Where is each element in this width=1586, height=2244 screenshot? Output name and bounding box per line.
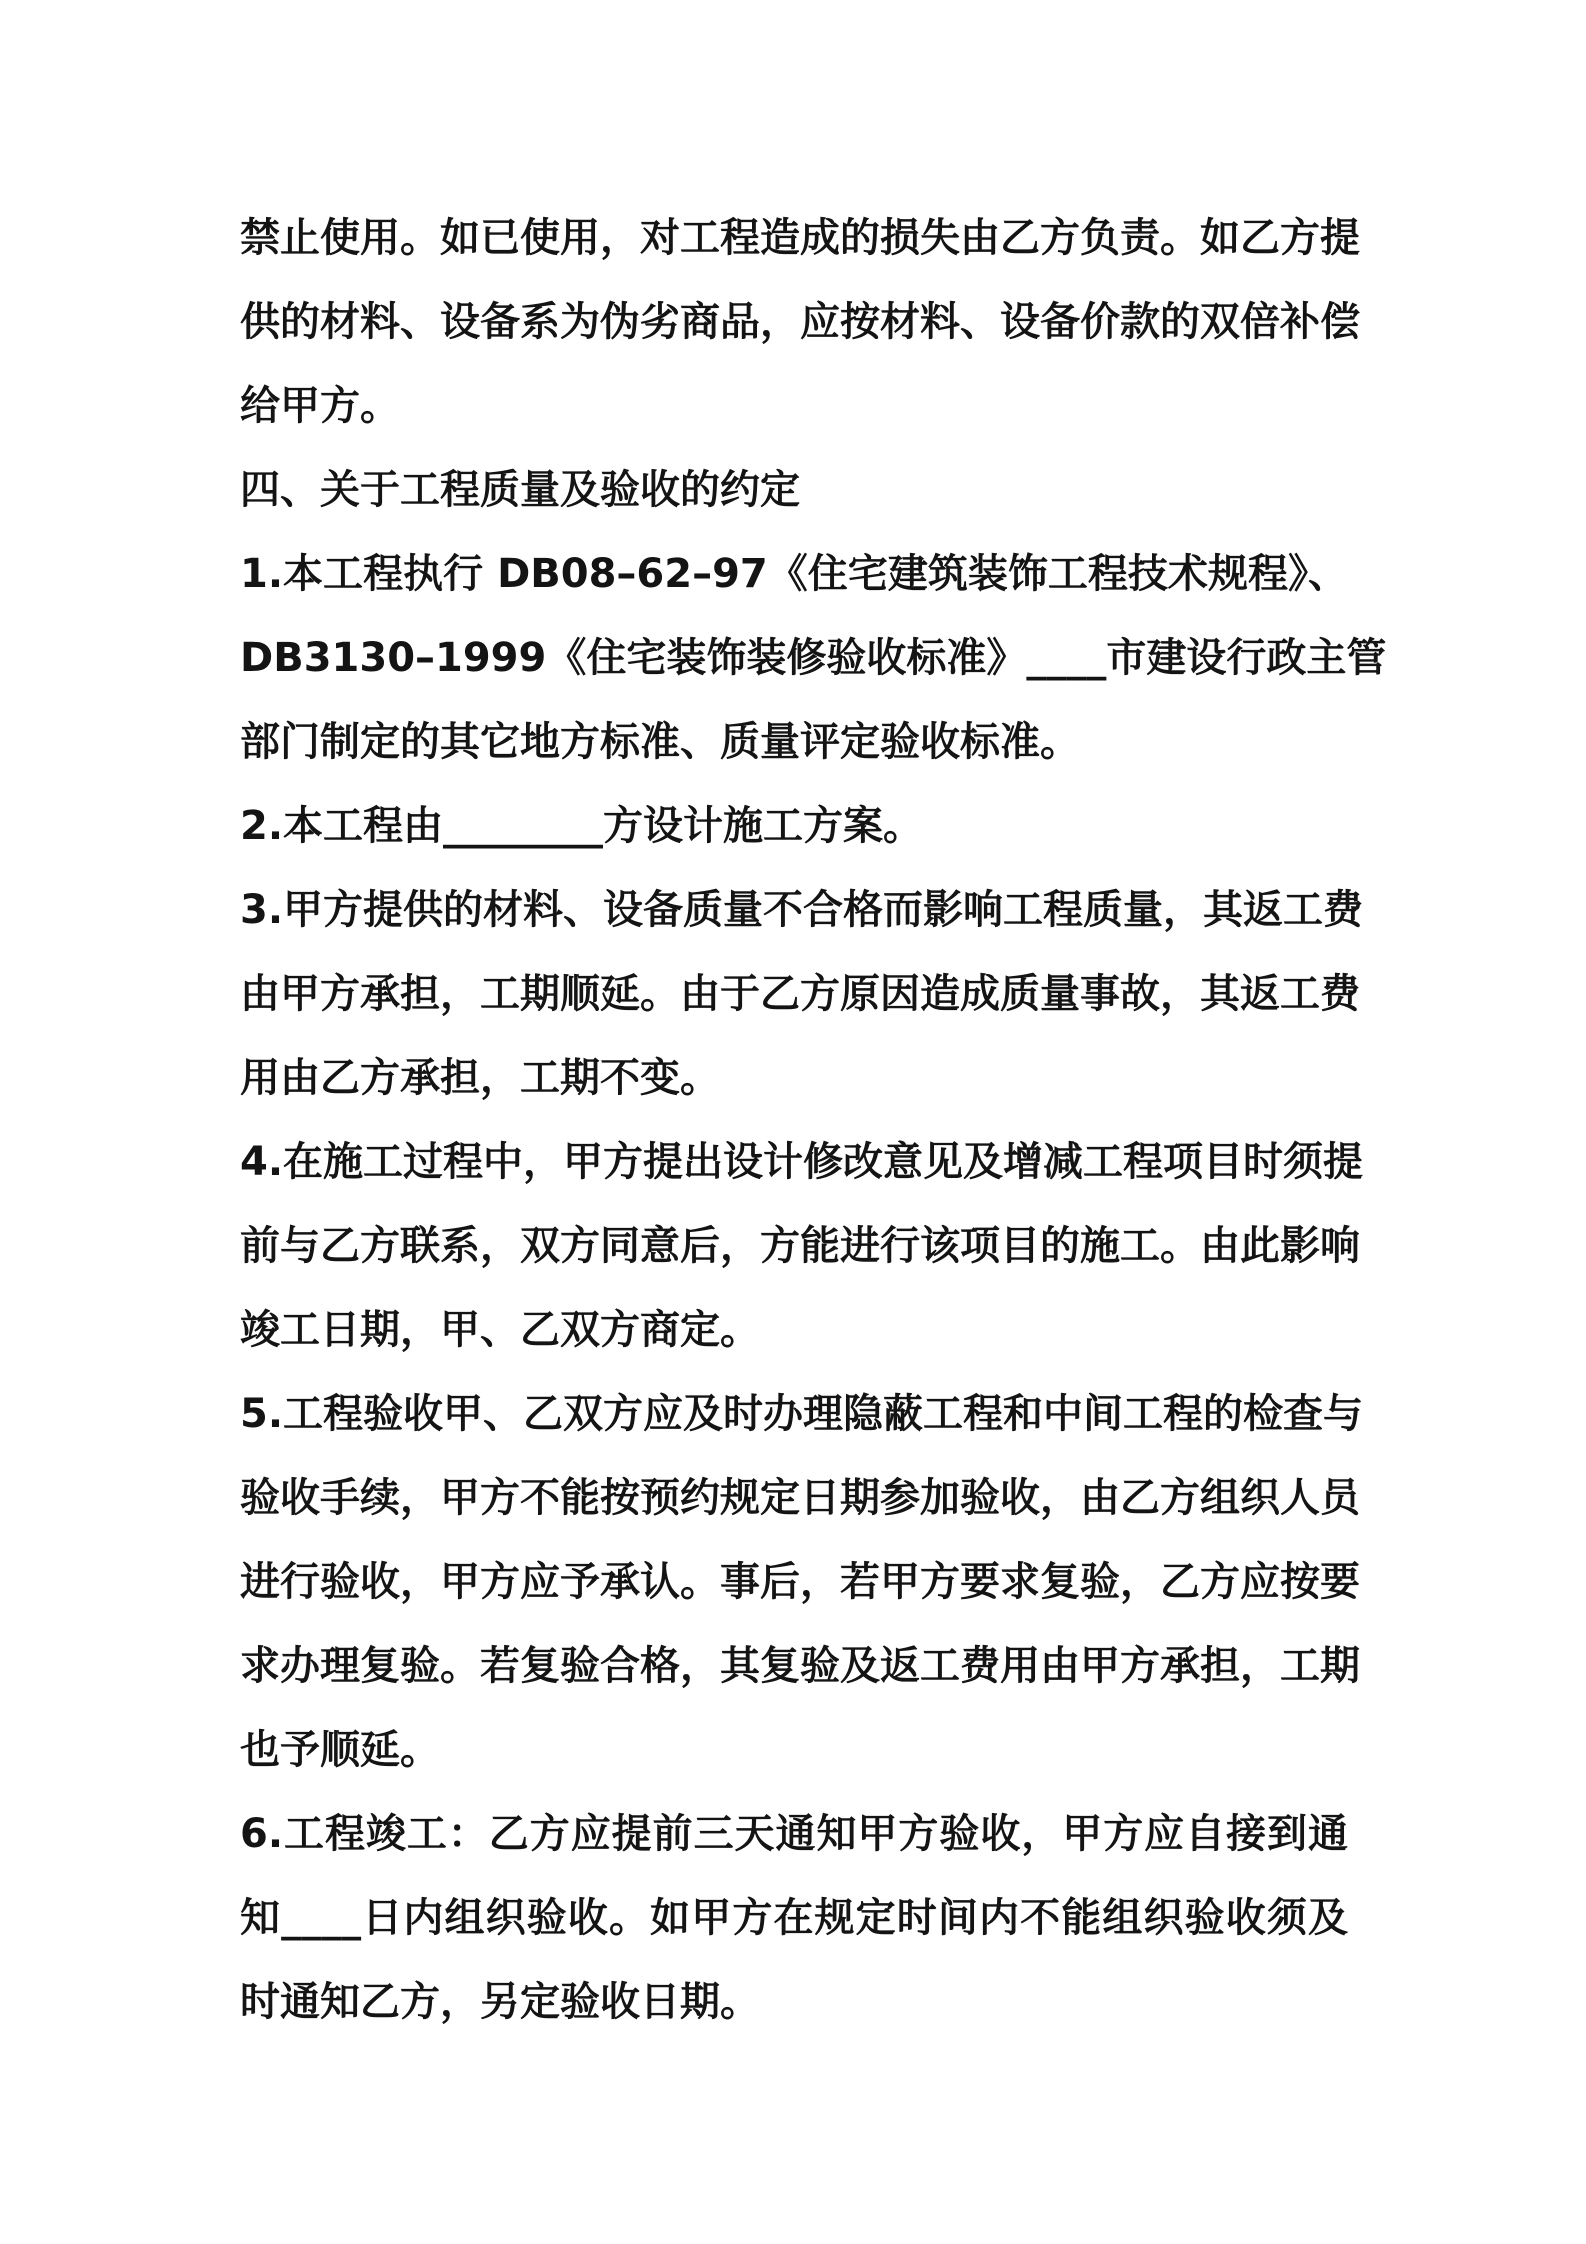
paragraph-line: 时通知乙方，另定验收日期。 <box>240 1979 760 2025</box>
paragraph-line: 也予顺延。 <box>240 1727 440 1773</box>
paragraph-line: 禁止使用。如已使用，对工程造成的损失由乙方负责。如乙方提 <box>240 215 1360 261</box>
document-page <box>240 196 1387 2044</box>
paragraph-line: 验收手续，甲方不能按预约规定日期参加验收，由乙方组织人员 <box>240 1475 1360 1521</box>
paragraph-line: 5.工程验收甲、乙双方应及时办理隐蔽工程和中间工程的检查与 <box>240 1391 1364 1437</box>
paragraph-line: 2.本工程由________方设计施工方案。 <box>240 803 924 849</box>
paragraph-line: DB3130–1999《住宅装饰装修验收标准》____市建设行政主管 <box>240 635 1387 681</box>
paragraph-line: 由甲方承担，工期顺延。由于乙方原因造成质量事故，其返工费 <box>240 971 1360 1017</box>
paragraph-line: 用由乙方承担，工期不变。 <box>240 1055 720 1101</box>
paragraph-line: 竣工日期，甲、乙双方商定。 <box>240 1307 760 1353</box>
paragraph-line: 进行验收，甲方应予承认。事后，若甲方要求复验，乙方应按要 <box>240 1559 1360 1605</box>
paragraph-line: 部门制定的其它地方标准、质量评定验收标准。 <box>240 719 1080 765</box>
paragraph-line: 6.工程竣工：乙方应提前三天通知甲方验收，甲方应自接到通 <box>240 1811 1348 1857</box>
paragraph-line: 知____日内组织验收。如甲方在规定时间内不能组织验收须及 <box>240 1895 1348 1941</box>
paragraph-line: 供的材料、设备系为伪劣商品，应按材料、设备价款的双倍补偿 <box>240 299 1360 345</box>
section-heading: 四、关于工程质量及验收的约定 <box>240 467 800 513</box>
paragraph-line: 1.本工程执行 DB08–62–97《住宅建筑装饰工程技术规程》、 <box>240 551 1348 597</box>
paragraph-line: 求办理复验。若复验合格，其复验及返工费用由甲方承担，工期 <box>240 1643 1360 1689</box>
paragraph-line: 4.在施工过程中，甲方提出设计修改意见及增减工程项目时须提 <box>240 1139 1364 1185</box>
paragraph-line: 前与乙方联系，双方同意后，方能进行该项目的施工。由此影响 <box>240 1223 1360 1269</box>
paragraph-line: 给甲方。 <box>240 383 400 429</box>
paragraph-line: 3.甲方提供的材料、设备质量不合格而影响工程质量，其返工费 <box>240 887 1364 933</box>
